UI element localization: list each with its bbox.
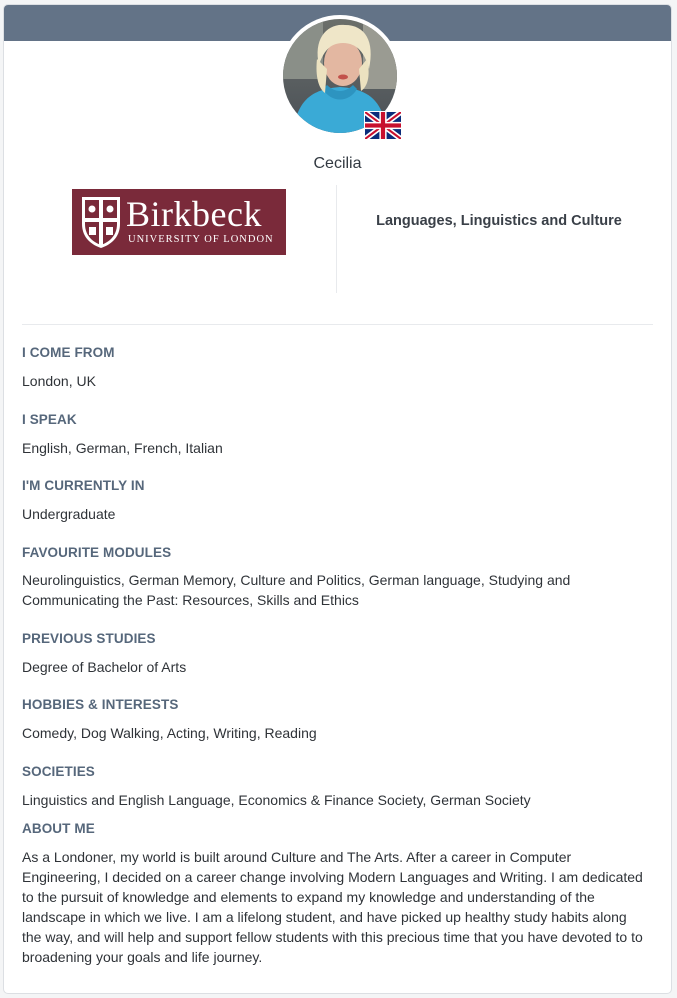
horizontal-divider	[22, 324, 653, 325]
modules-title: FAVOURITE MODULES	[22, 545, 172, 560]
come-from-title: I COME FROM	[22, 345, 115, 360]
currently-in-title: I'M CURRENTLY IN	[22, 478, 145, 493]
profile-name: Cecilia	[313, 155, 362, 172]
hobbies-value: Comedy, Dog Walking, Acting, Writing, Reading	[22, 725, 317, 741]
modules-value: Neurolinguistics, German Memory, Culture and Politics, German language, Studying and Communicating the Past: Resources, Skills and Ethics	[22, 572, 571, 608]
currently-in-value: Undergraduate	[22, 506, 116, 522]
subject-label: Languages, Linguistics and Culture	[376, 213, 622, 229]
profile-card	[3, 4, 672, 994]
university-name: Birkbeck	[126, 194, 262, 234]
about-me-value: As a Londoner, my world is built around Culture and The Arts. After a career in Computer Engineering, I decided on a career change involving Modern Languages and Writing. I am dedicated to the pursuit of knowledge and elements to expand my knowledge and understanding of the landscape in which we live. I am a lifelong student, and have picked up healthy study habits along the way, and will help and support fellow students with this precious time that you have devoted to to broadening your goals and life journey.	[22, 849, 643, 965]
crest-icon	[78, 194, 124, 250]
societies-title: SOCIETIES	[22, 764, 95, 779]
vertical-divider	[336, 185, 337, 293]
previous-studies-title: PREVIOUS STUDIES	[22, 631, 156, 646]
societies-value: Linguistics and English Language, Economics & Finance Society, German Society	[22, 792, 531, 808]
university-subtitle: UNIVERSITY OF LONDON	[128, 234, 274, 245]
previous-studies-value: Degree of Bachelor of Arts	[22, 659, 187, 675]
speak-title: I SPEAK	[22, 412, 77, 427]
come-from-value: London, UK	[22, 373, 96, 389]
uk-flag-icon	[364, 111, 402, 140]
hobbies-title: HOBBIES & INTERESTS	[22, 697, 179, 712]
university-logo	[72, 189, 286, 255]
speak-value: English, German, French, Italian	[22, 440, 223, 456]
about-me-title: ABOUT ME	[22, 821, 95, 836]
